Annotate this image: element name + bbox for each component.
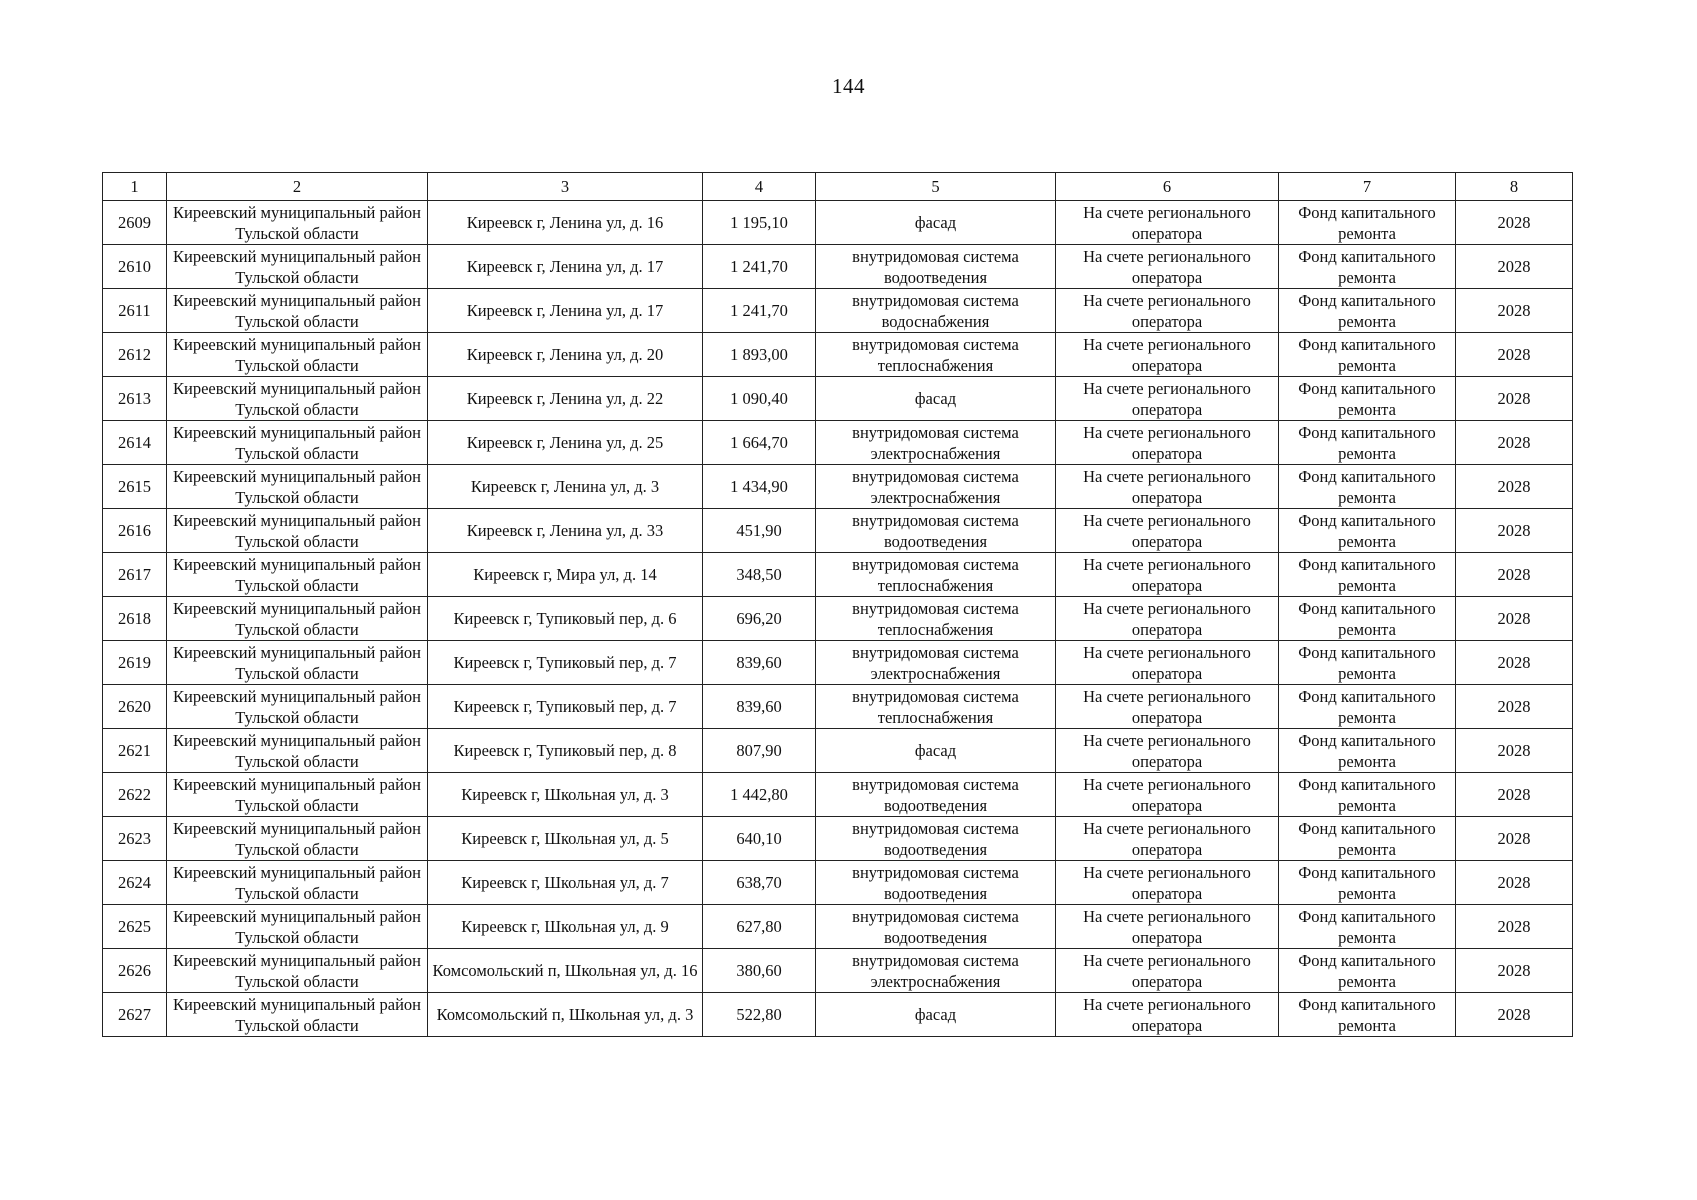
cell-work-type: внутридомовая система водоснабжения (816, 289, 1056, 333)
cell-row-number: 2613 (103, 377, 167, 421)
table-row (103, 773, 1573, 817)
cell-year: 2028 (1456, 729, 1573, 773)
cell-year: 2028 (1456, 333, 1573, 377)
table-row (103, 377, 1573, 421)
cell-municipality: Киреевский муниципальный район Тульской области (167, 949, 428, 993)
cell-area: 640,10 (703, 817, 816, 861)
table-row (103, 289, 1573, 333)
cell-fund-account: На счете регионального оператора (1056, 685, 1279, 729)
cell-year: 2028 (1456, 641, 1573, 685)
cell-area: 1 434,90 (703, 465, 816, 509)
cell-municipality: Киреевский муниципальный район Тульской области (167, 817, 428, 861)
cell-work-type: внутридомовая система теплоснабжения (816, 553, 1056, 597)
cell-address: Киреевск г, Ленина ул, д. 3 (428, 465, 703, 509)
cell-address: Киреевск г, Тупиковый пер, д. 8 (428, 729, 703, 773)
cell-funding-source: Фонд капитального ремонта (1279, 333, 1456, 377)
cell-year: 2028 (1456, 245, 1573, 289)
cell-work-type: внутридомовая система водоотведения (816, 905, 1056, 949)
cell-area: 638,70 (703, 861, 816, 905)
cell-fund-account: На счете регионального оператора (1056, 597, 1279, 641)
cell-municipality: Киреевский муниципальный район Тульской области (167, 685, 428, 729)
cell-fund-account: На счете регионального оператора (1056, 861, 1279, 905)
cell-fund-account: На счете регионального оператора (1056, 421, 1279, 465)
cell-area: 1 090,40 (703, 377, 816, 421)
cell-municipality: Киреевский муниципальный район Тульской области (167, 421, 428, 465)
column-header-8: 8 (1456, 173, 1573, 201)
cell-funding-source: Фонд капитального ремонта (1279, 949, 1456, 993)
cell-fund-account: На счете регионального оператора (1056, 949, 1279, 993)
cell-area: 451,90 (703, 509, 816, 553)
cell-municipality: Киреевский муниципальный район Тульской области (167, 861, 428, 905)
cell-address: Киреевск г, Ленина ул, д. 17 (428, 245, 703, 289)
cell-year: 2028 (1456, 949, 1573, 993)
cell-work-type: внутридомовая система электроснабжения (816, 641, 1056, 685)
cell-row-number: 2609 (103, 201, 167, 245)
cell-work-type: внутридомовая система теплоснабжения (816, 685, 1056, 729)
table-row (103, 905, 1573, 949)
cell-fund-account: На счете регионального оператора (1056, 245, 1279, 289)
cell-funding-source: Фонд капитального ремонта (1279, 905, 1456, 949)
cell-area: 1 241,70 (703, 289, 816, 333)
table-row (103, 597, 1573, 641)
cell-municipality: Киреевский муниципальный район Тульской области (167, 641, 428, 685)
repair-program-table (102, 172, 1573, 1037)
cell-address: Киреевск г, Мира ул, д. 14 (428, 553, 703, 597)
cell-work-type: внутридомовая система водоотведения (816, 245, 1056, 289)
cell-row-number: 2615 (103, 465, 167, 509)
cell-fund-account: На счете регионального оператора (1056, 993, 1279, 1037)
table-row (103, 949, 1573, 993)
cell-municipality: Киреевский муниципальный район Тульской области (167, 729, 428, 773)
cell-funding-source: Фонд капитального ремонта (1279, 817, 1456, 861)
cell-municipality: Киреевский муниципальный район Тульской области (167, 333, 428, 377)
table-row (103, 817, 1573, 861)
cell-address: Киреевск г, Школьная ул, д. 9 (428, 905, 703, 949)
cell-fund-account: На счете регионального оператора (1056, 905, 1279, 949)
cell-municipality: Киреевский муниципальный район Тульской области (167, 597, 428, 641)
cell-row-number: 2622 (103, 773, 167, 817)
cell-row-number: 2619 (103, 641, 167, 685)
column-header-2: 2 (167, 173, 428, 201)
cell-work-type: фасад (816, 729, 1056, 773)
cell-work-type: фасад (816, 201, 1056, 245)
cell-year: 2028 (1456, 993, 1573, 1037)
cell-fund-account: На счете регионального оператора (1056, 465, 1279, 509)
cell-address: Киреевск г, Ленина ул, д. 33 (428, 509, 703, 553)
cell-municipality: Киреевский муниципальный район Тульской области (167, 993, 428, 1037)
cell-address: Киреевск г, Ленина ул, д. 20 (428, 333, 703, 377)
cell-work-type: внутридомовая система теплоснабжения (816, 597, 1056, 641)
cell-area: 627,80 (703, 905, 816, 949)
cell-area: 807,90 (703, 729, 816, 773)
table-row (103, 685, 1573, 729)
cell-funding-source: Фонд капитального ремонта (1279, 641, 1456, 685)
cell-row-number: 2623 (103, 817, 167, 861)
cell-address: Киреевск г, Школьная ул, д. 3 (428, 773, 703, 817)
cell-work-type: внутридомовая система водоотведения (816, 773, 1056, 817)
cell-fund-account: На счете регионального оператора (1056, 773, 1279, 817)
cell-work-type: внутридомовая система электроснабжения (816, 421, 1056, 465)
cell-funding-source: Фонд капитального ремонта (1279, 597, 1456, 641)
cell-funding-source: Фонд капитального ремонта (1279, 773, 1456, 817)
cell-fund-account: На счете регионального оператора (1056, 729, 1279, 773)
cell-address: Киреевск г, Школьная ул, д. 5 (428, 817, 703, 861)
cell-area: 1 893,00 (703, 333, 816, 377)
column-header-7: 7 (1279, 173, 1456, 201)
cell-address: Киреевск г, Школьная ул, д. 7 (428, 861, 703, 905)
table-row (103, 729, 1573, 773)
table-row (103, 553, 1573, 597)
cell-funding-source: Фонд капитального ремонта (1279, 421, 1456, 465)
cell-row-number: 2627 (103, 993, 167, 1037)
cell-municipality: Киреевский муниципальный район Тульской области (167, 553, 428, 597)
column-header-6: 6 (1056, 173, 1279, 201)
table-body (103, 201, 1573, 1037)
table-row (103, 421, 1573, 465)
cell-funding-source: Фонд капитального ремонта (1279, 993, 1456, 1037)
cell-year: 2028 (1456, 553, 1573, 597)
cell-work-type: внутридомовая система водоотведения (816, 509, 1056, 553)
cell-address: Киреевск г, Тупиковый пер, д. 7 (428, 685, 703, 729)
column-header-1: 1 (103, 173, 167, 201)
cell-row-number: 2611 (103, 289, 167, 333)
cell-row-number: 2616 (103, 509, 167, 553)
cell-funding-source: Фонд капитального ремонта (1279, 245, 1456, 289)
cell-row-number: 2621 (103, 729, 167, 773)
cell-municipality: Киреевский муниципальный район Тульской области (167, 245, 428, 289)
column-header-3: 3 (428, 173, 703, 201)
cell-address: Киреевск г, Тупиковый пер, д. 6 (428, 597, 703, 641)
table-row (103, 509, 1573, 553)
cell-funding-source: Фонд капитального ремонта (1279, 201, 1456, 245)
cell-fund-account: На счете регионального оператора (1056, 509, 1279, 553)
cell-row-number: 2626 (103, 949, 167, 993)
cell-year: 2028 (1456, 421, 1573, 465)
cell-work-type: внутридомовая система электроснабжения (816, 465, 1056, 509)
cell-funding-source: Фонд капитального ремонта (1279, 729, 1456, 773)
cell-fund-account: На счете регионального оператора (1056, 553, 1279, 597)
cell-fund-account: На счете регионального оператора (1056, 377, 1279, 421)
cell-area: 348,50 (703, 553, 816, 597)
cell-area: 839,60 (703, 685, 816, 729)
table-row (103, 993, 1573, 1037)
cell-row-number: 2612 (103, 333, 167, 377)
cell-area: 1 241,70 (703, 245, 816, 289)
cell-municipality: Киреевский муниципальный район Тульской области (167, 905, 428, 949)
cell-area: 1 195,10 (703, 201, 816, 245)
cell-address: Киреевск г, Ленина ул, д. 22 (428, 377, 703, 421)
cell-row-number: 2624 (103, 861, 167, 905)
header-row (103, 173, 1573, 201)
table-row (103, 465, 1573, 509)
cell-work-type: фасад (816, 377, 1056, 421)
cell-municipality: Киреевский муниципальный район Тульской области (167, 377, 428, 421)
cell-work-type: внутридомовая система водоотведения (816, 861, 1056, 905)
cell-fund-account: На счете регионального оператора (1056, 641, 1279, 685)
cell-funding-source: Фонд капитального ремонта (1279, 861, 1456, 905)
cell-row-number: 2610 (103, 245, 167, 289)
table-row (103, 333, 1573, 377)
cell-area: 696,20 (703, 597, 816, 641)
cell-funding-source: Фонд капитального ремонта (1279, 685, 1456, 729)
cell-year: 2028 (1456, 465, 1573, 509)
cell-area: 522,80 (703, 993, 816, 1037)
cell-year: 2028 (1456, 685, 1573, 729)
cell-address: Киреевск г, Ленина ул, д. 16 (428, 201, 703, 245)
cell-fund-account: На счете регионального оператора (1056, 333, 1279, 377)
cell-year: 2028 (1456, 377, 1573, 421)
cell-row-number: 2620 (103, 685, 167, 729)
cell-address: Комсомольский п, Школьная ул, д. 3 (428, 993, 703, 1037)
cell-fund-account: На счете регионального оператора (1056, 289, 1279, 333)
cell-funding-source: Фонд капитального ремонта (1279, 509, 1456, 553)
cell-row-number: 2617 (103, 553, 167, 597)
cell-row-number: 2618 (103, 597, 167, 641)
cell-municipality: Киреевский муниципальный район Тульской области (167, 465, 428, 509)
cell-work-type: внутридомовая система теплоснабжения (816, 333, 1056, 377)
cell-area: 839,60 (703, 641, 816, 685)
cell-row-number: 2614 (103, 421, 167, 465)
cell-year: 2028 (1456, 817, 1573, 861)
table-row (103, 641, 1573, 685)
cell-work-type: внутридомовая система электроснабжения (816, 949, 1056, 993)
cell-year: 2028 (1456, 905, 1573, 949)
cell-address: Комсомольский п, Школьная ул, д. 16 (428, 949, 703, 993)
cell-work-type: внутридомовая система водоотведения (816, 817, 1056, 861)
cell-row-number: 2625 (103, 905, 167, 949)
cell-municipality: Киреевский муниципальный район Тульской области (167, 201, 428, 245)
cell-year: 2028 (1456, 201, 1573, 245)
cell-municipality: Киреевский муниципальный район Тульской области (167, 509, 428, 553)
cell-address: Киреевск г, Ленина ул, д. 25 (428, 421, 703, 465)
cell-funding-source: Фонд капитального ремонта (1279, 465, 1456, 509)
cell-address: Киреевск г, Тупиковый пер, д. 7 (428, 641, 703, 685)
table-row (103, 245, 1573, 289)
cell-fund-account: На счете регионального оператора (1056, 817, 1279, 861)
cell-year: 2028 (1456, 509, 1573, 553)
cell-year: 2028 (1456, 289, 1573, 333)
page-number: 144 (832, 74, 865, 98)
cell-year: 2028 (1456, 597, 1573, 641)
cell-fund-account: На счете регионального оператора (1056, 201, 1279, 245)
cell-year: 2028 (1456, 861, 1573, 905)
table-row (103, 861, 1573, 905)
cell-area: 1 442,80 (703, 773, 816, 817)
cell-municipality: Киреевский муниципальный район Тульской области (167, 289, 428, 333)
column-header-5: 5 (816, 173, 1056, 201)
cell-funding-source: Фонд капитального ремонта (1279, 377, 1456, 421)
cell-address: Киреевск г, Ленина ул, д. 17 (428, 289, 703, 333)
column-header-4: 4 (703, 173, 816, 201)
cell-funding-source: Фонд капитального ремонта (1279, 553, 1456, 597)
cell-municipality: Киреевский муниципальный район Тульской области (167, 773, 428, 817)
cell-work-type: фасад (816, 993, 1056, 1037)
cell-year: 2028 (1456, 773, 1573, 817)
cell-area: 1 664,70 (703, 421, 816, 465)
cell-funding-source: Фонд капитального ремонта (1279, 289, 1456, 333)
table-row (103, 201, 1573, 245)
cell-area: 380,60 (703, 949, 816, 993)
